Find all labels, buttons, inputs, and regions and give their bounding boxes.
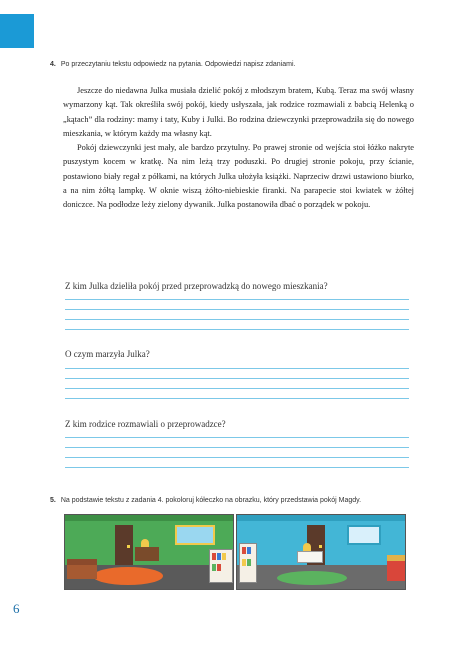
- task5-instruction: Na podstawie tekstu z zadania 4. pokoloruj kółeczko na obrazku, który przedstawia pokój Magdy.: [60, 497, 362, 504]
- answer-lines-1[interactable]: [65, 299, 409, 339]
- question-3: Z kim rodzice rozmawiali o przeprowadzce?: [65, 419, 226, 429]
- room-picture-2[interactable]: [236, 514, 406, 590]
- question-1: Z kim Julka dzieliła pokój przed przeprowadzką do nowego mieszkania?: [65, 281, 328, 291]
- door: [115, 525, 133, 565]
- answer-lines-2[interactable]: [65, 368, 409, 408]
- window: [175, 525, 215, 545]
- question-2: O czym marzyła Julka?: [65, 349, 150, 359]
- desk: [297, 551, 323, 563]
- lamp: [303, 543, 311, 551]
- rug: [93, 567, 163, 585]
- room-picture-1[interactable]: [64, 514, 234, 590]
- story-text: [63, 84, 414, 213]
- page-number: 6: [13, 601, 20, 616]
- story-paragraph-1: Jeszcze do niedawna Julka musiała dzielić pokój z młodszym bratem, Kubą. Teraz ma swój własny wymarzony kąt. Tak określiła swój pokój, kiedy usłyszała, jak rodzice rozmawiali z babcią Helenką o „kątach” dla rodziny: mamy i taty, Kuby i Julki. Bo rodzina dziewczynki przeprowadziła się do nowego mieszkania, w którym każdy ma własny kąt.: [63, 86, 414, 138]
- window: [347, 525, 381, 545]
- task5-heading: [50, 497, 361, 504]
- task4-heading: [50, 61, 295, 68]
- task4-number: 4.: [50, 61, 56, 68]
- story-paragraph-2: Pokój dziewczynki jest mały, ale bardzo przytulny. Po prawej stronie od wejścia stoi łóżko nakryte puszystym kocem w kratkę. Na nim leżą trzy poduszki. Po drugiej stronie pokoju, przy ścianie, postawiono biały regał z półkami, na których Julka ułożyła książki. Naprzeciw drzwi ustawiono biurko, a na nim żółtą lampkę. W oknie wiszą żółto-niebieskie firanki. Na parapecie stoi kwiatek w żółtej doniczce. Na podłodze leży zielony dywanik. Julka postanowiła dbać o porządek w pokoju.: [63, 143, 414, 210]
- rug: [277, 571, 347, 585]
- corner-tab: [0, 14, 34, 48]
- lamp: [141, 539, 149, 547]
- desk: [135, 547, 159, 561]
- answer-lines-3[interactable]: [65, 437, 409, 477]
- task4-instruction: Po przeczytaniu tekstu odpowiedz na pytania. Odpowiedzi napisz zdaniami.: [60, 61, 296, 68]
- task5-number: 5.: [50, 497, 56, 504]
